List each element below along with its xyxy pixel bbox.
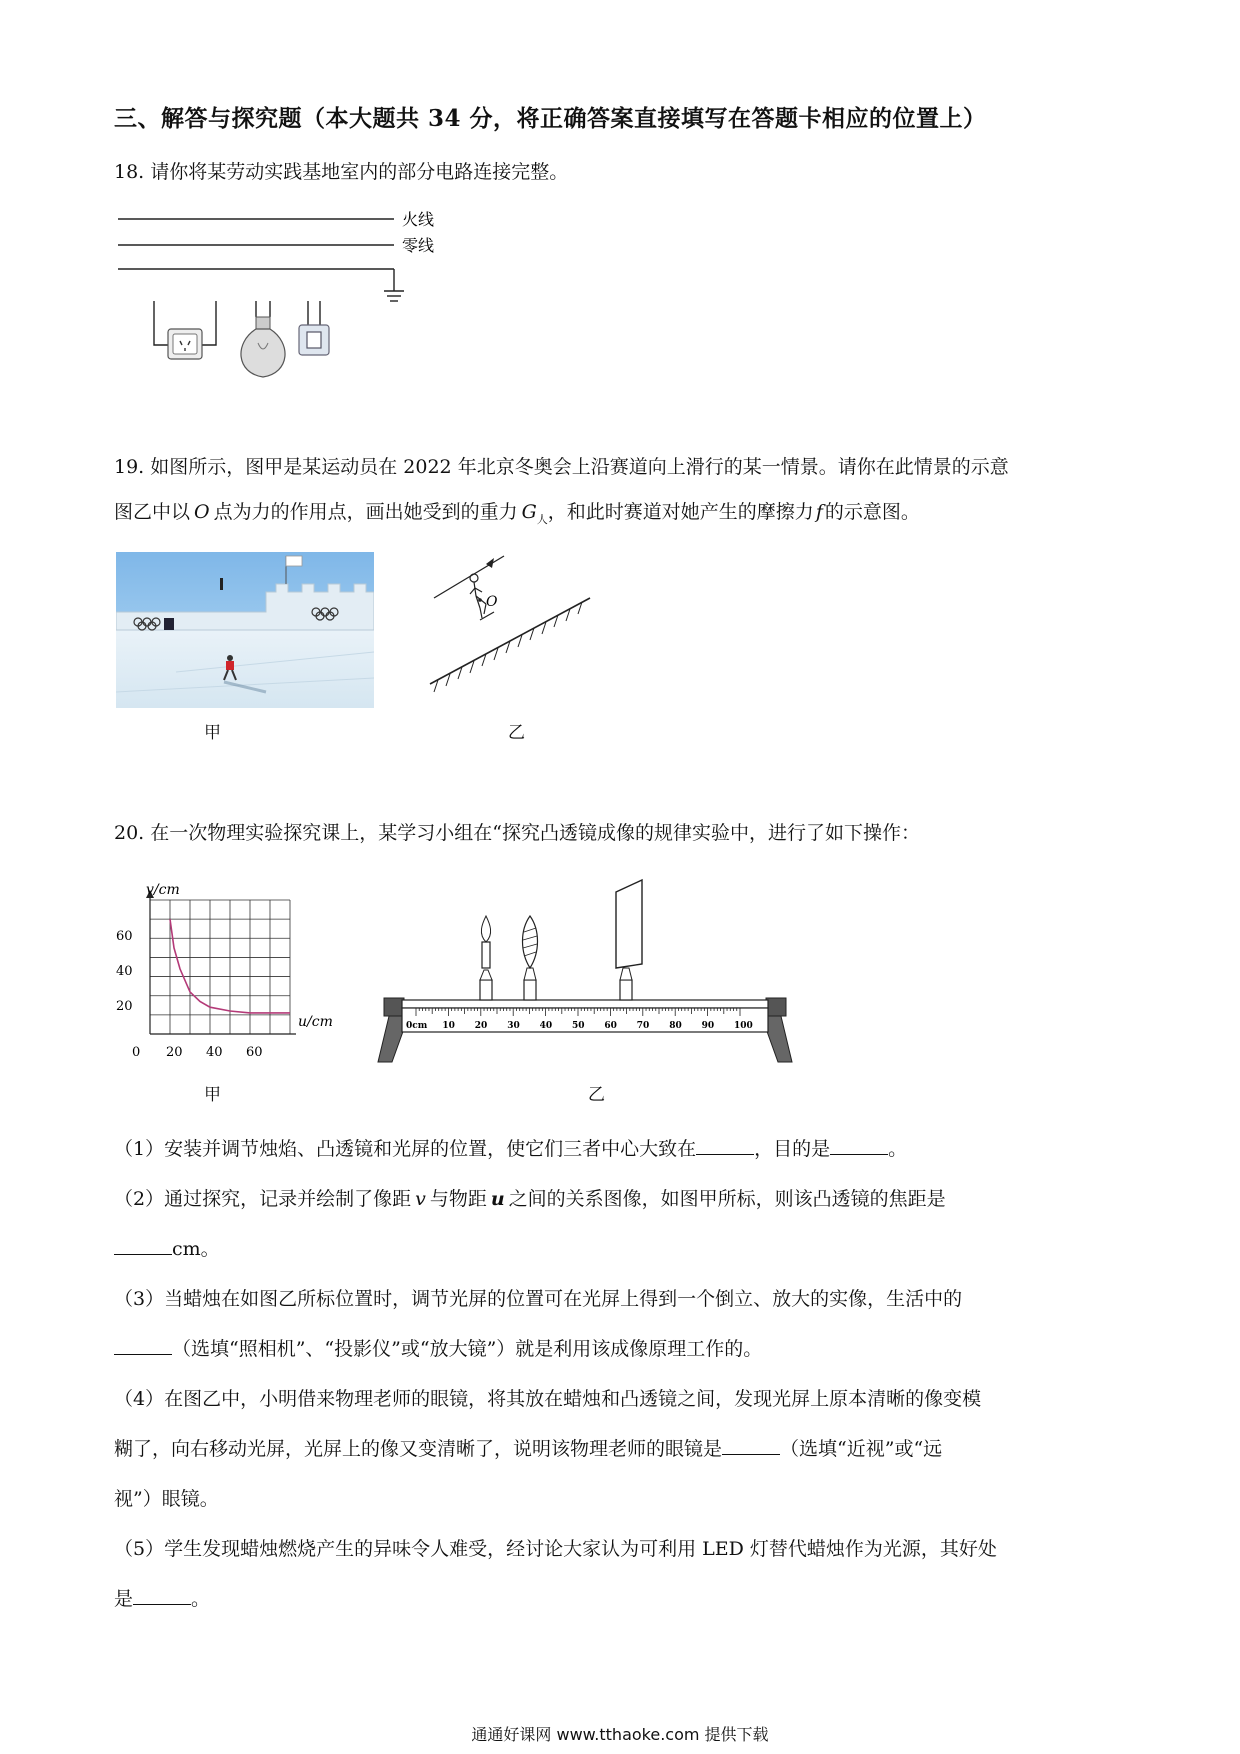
q19-label-jia: 甲 <box>204 723 221 743</box>
q20-label-yi: 乙 <box>588 1085 605 1105</box>
scale-label: 50 <box>572 1021 585 1031</box>
skier-photo <box>116 552 374 708</box>
q20-label-jia: 甲 <box>204 1085 221 1105</box>
scale-zero-label: 0cm <box>406 1021 428 1031</box>
q20-part4-line3: 视”）眼镜。 <box>114 1488 219 1510</box>
bench-rail-top <box>402 1000 768 1008</box>
blank-3[interactable] <box>114 1335 172 1355</box>
socket-icon <box>154 301 216 359</box>
q20-part5-line2: 是 。 <box>114 1584 210 1611</box>
q20-part2-line1: （2）通过探究，记录并绘制了像距 v 与物距 u 之间的关系图像，如图甲所标，则该凸透镜的焦距是 <box>114 1188 946 1210</box>
xtick-20: 20 <box>166 1045 183 1060</box>
scale-label: 10 <box>442 1021 455 1031</box>
scale-label: 40 <box>539 1021 553 1031</box>
q19-label-yi: 乙 <box>508 723 525 743</box>
blank-1a[interactable] <box>696 1135 754 1155</box>
scale-label: 90 <box>701 1021 715 1031</box>
scale-label: 80 <box>669 1021 682 1031</box>
graph-xlabel: u/cm <box>298 1014 333 1030</box>
convex-lens-icon <box>523 916 538 1000</box>
blank-5[interactable] <box>133 1585 191 1605</box>
v-u-graph <box>110 880 350 1065</box>
neutral-label: 零线 <box>402 236 435 255</box>
q20-part3-line2: （选填“照相机”、“投影仪”或“放大镜”）就是利用该成像原理工作的。 <box>114 1334 762 1361</box>
scale-label: 60 <box>604 1021 617 1031</box>
light-bulb-icon <box>241 301 285 377</box>
point-o <box>478 598 482 602</box>
xtick-40: 40 <box>206 1045 223 1060</box>
q20-part1: （1）安装并调节烛焰、凸透镜和光屏的位置，使它们三者中心大致在 ，目的是 。 <box>114 1134 907 1161</box>
point-o-label: O <box>486 594 498 610</box>
q19-line2: 图乙中以 O 点为力的作用点，画出她受到的重力 $G_人$，和此时赛道对她产生的摩擦力 f 的示意图。 <box>114 501 920 526</box>
xtick-0: 0 <box>132 1045 141 1060</box>
xtick-60: 60 <box>246 1045 263 1060</box>
blank-1b[interactable] <box>830 1135 888 1155</box>
switch-icon <box>299 301 329 355</box>
light-screen-icon <box>616 880 642 1000</box>
scale-label: 30 <box>507 1021 520 1031</box>
graph-ylabel: v/cm <box>146 882 180 898</box>
slope-diagram <box>420 550 600 700</box>
blank-4[interactable] <box>722 1435 780 1455</box>
footer-watermark: 通通好课网 www.tthaoke.com 提供下载 <box>471 1725 769 1744</box>
q18-circuit-figure <box>110 205 470 385</box>
direction-arrow <box>434 556 504 598</box>
ytick-60: 60 <box>116 929 133 944</box>
q20-part3-line1: （3）当蜡烛在如图乙所标位置时，调节光屏的位置可在光屏上得到一个倒立、放大的实像，生活中的 <box>114 1288 963 1310</box>
blank-2[interactable] <box>114 1235 172 1255</box>
scale-label: 100 <box>734 1021 753 1031</box>
candle-icon <box>480 916 492 1000</box>
q20-intro: 20. 在一次物理实验探究课上，某学习小组在“探究凸透镜成像的规律实验中，进行了如下操作： <box>114 822 920 844</box>
q18-text: 18. 请你将某劳动实践基地室内的部分电路连接完整。 <box>114 161 569 183</box>
q19-line1: 19. 如图所示，图甲是某运动员在 2022 年北京冬奥会上沿赛道向上滑行的某一情景。请你在此情景的示意 <box>114 456 1009 478</box>
optical-bench <box>370 872 820 1072</box>
q20-part4-line1: （4）在图乙中，小明借来物理老师的眼镜，将其放在蜡烛和凸透镜之间，发现光屏上原本清晰的像变模 <box>114 1388 982 1410</box>
q20-part2-line2: cm。 <box>114 1234 220 1261</box>
q20-part5-line1: （5）学生发现蜡烛燃烧产生的异味令人难受，经讨论大家认为可利用 LED 灯替代蜡烛作为光源，其好处 <box>114 1538 997 1560</box>
section-title: 三、解答与探究题（本大题共 34 分，将正确答案直接填写在答题卡相应的位置上） <box>114 105 987 132</box>
scale-label: 20 <box>474 1021 488 1031</box>
q20-part4-line2: 糊了，向右移动光屏，光屏上的像又变清晰了，说明该物理老师的眼镜是 （选填“近视”或“远 <box>114 1434 942 1461</box>
ytick-40: 40 <box>116 964 133 979</box>
live-label: 火线 <box>402 210 435 229</box>
scale-label: 70 <box>636 1021 650 1031</box>
ytick-20: 20 <box>116 999 133 1014</box>
